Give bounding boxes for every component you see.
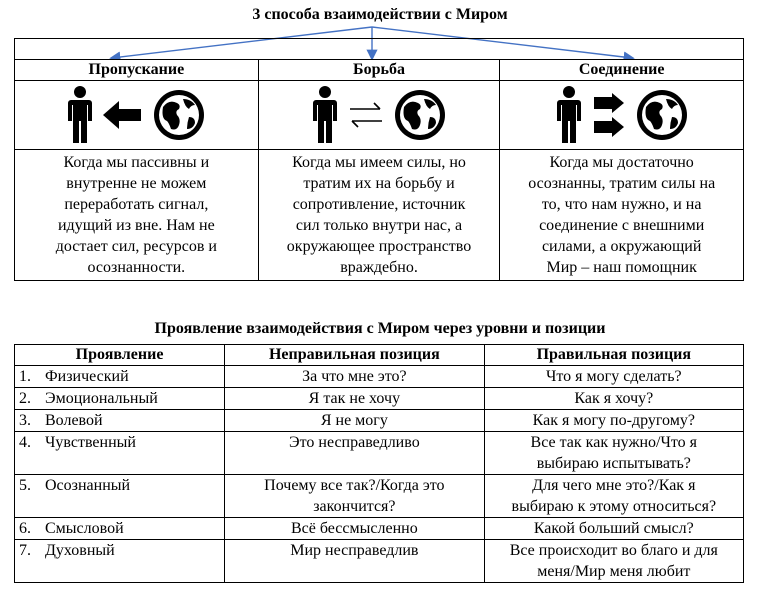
right-cell <box>484 432 743 475</box>
col-header-right: Правильная позиция <box>484 345 743 366</box>
top-spacer <box>15 39 744 60</box>
level-cell <box>15 432 225 475</box>
wrong-line: Я так не хочу <box>308 390 401 407</box>
table-row <box>15 366 744 388</box>
level-label: Эмоциональный <box>45 390 158 407</box>
row-number: 3. <box>19 412 31 429</box>
wrong-line: закончится? <box>313 498 396 515</box>
exchange-arrows-icon <box>348 100 384 130</box>
level-label: Чувственный <box>45 434 136 451</box>
person-icon <box>556 86 582 144</box>
row-number: 2. <box>19 390 31 407</box>
right-cell <box>484 410 743 432</box>
wrong-cell <box>225 475 485 518</box>
wrong-line: Всё бессмысленно <box>291 520 418 537</box>
person-icon <box>67 86 93 144</box>
person-icon <box>312 86 338 144</box>
row-number: 6. <box>19 520 31 537</box>
right-line: выбираю испытывать? <box>536 455 691 472</box>
right-cell <box>484 475 743 518</box>
globe-icon <box>394 89 446 141</box>
level-cell <box>15 475 225 518</box>
row-number: 7. <box>19 542 31 559</box>
wrong-cell <box>225 366 485 388</box>
header-borba: Борьба <box>258 60 500 81</box>
right-line: выбираю к этому относиться? <box>511 498 717 515</box>
title-levels: Проявление взаимодействия с Миром через уровни и позиции <box>154 320 606 337</box>
three-ways-table <box>14 38 744 281</box>
globe-icon <box>636 89 688 141</box>
wrong-line: За что мне это? <box>302 368 407 385</box>
right-line: Все так как нужно/Что я <box>530 434 698 451</box>
desc-line: сопротивление, источник <box>292 196 466 213</box>
desc-line: осознанности. <box>87 259 186 276</box>
wrong-line: Мир несправедлив <box>290 542 419 559</box>
desc-line: враждебно. <box>340 259 418 276</box>
level-cell <box>15 410 225 432</box>
right-line: меня/Мир меня любит <box>537 563 691 580</box>
table-row <box>15 540 744 583</box>
right-cell <box>484 366 743 388</box>
desc-line: идущий из вне. Нам не <box>57 217 215 234</box>
wrong-cell <box>225 540 485 583</box>
right-line: Для чего мне это?/Как я <box>532 477 696 494</box>
wrong-line: Это несправедливо <box>289 434 420 451</box>
right-line: Как я хочу? <box>574 390 654 407</box>
globe-icon <box>153 89 205 141</box>
table-row <box>15 410 744 432</box>
right-line: Все происходит во благо и для <box>509 542 718 559</box>
row-number: 5. <box>19 477 31 494</box>
header-propuskanie: Пропускание <box>15 60 259 81</box>
desc-line: достает сил, ресурсов и <box>55 238 217 255</box>
description-propuskanie <box>15 150 259 281</box>
desc-line: Когда мы пассивны и <box>63 154 210 171</box>
level-label: Осознанный <box>45 477 131 494</box>
level-label: Смысловой <box>45 520 124 537</box>
right-line: Какой больший смысл? <box>533 520 694 537</box>
col-header-wrong: Неправильная позиция <box>225 345 485 366</box>
description-soedinenie <box>500 150 744 281</box>
row-number: 1. <box>19 368 31 385</box>
level-label: Физический <box>45 368 129 385</box>
desc-line: внутренне не можем <box>66 175 207 192</box>
icons-soedinenie <box>500 81 744 150</box>
level-cell <box>15 366 225 388</box>
desc-line: осознанны, тратим силы на <box>528 175 716 192</box>
header-soedinenie: Соединение <box>500 60 744 81</box>
wrong-line: Я не могу <box>320 412 388 429</box>
right-line: Как я могу по-другому? <box>532 412 695 429</box>
desc-line: Когда мы имеем силы, но <box>292 154 466 171</box>
desc-line: соединение с внешними <box>539 217 705 234</box>
desc-line: Когда мы достаточно <box>549 154 694 171</box>
icons-propuskanie <box>15 81 259 150</box>
desc-line: окружающее пространство <box>286 238 472 255</box>
title-three-ways: 3 способа взаимодействии с Миром <box>252 6 508 23</box>
level-label: Волевой <box>45 412 103 429</box>
right-cell <box>484 540 743 583</box>
description-borba <box>258 150 500 281</box>
arrow-left-icon <box>103 100 143 130</box>
col-header-level: Проявление <box>15 345 225 366</box>
desc-line: силами, а окружающий <box>541 238 702 255</box>
wrong-cell <box>225 432 485 475</box>
desc-line: сил только внутри нас, а <box>295 217 463 234</box>
wrong-line: Почему все так?/Когда это <box>264 477 445 494</box>
table-row <box>15 432 744 475</box>
wrong-cell <box>225 410 485 432</box>
right-line: Что я могу сделать? <box>545 368 682 385</box>
levels-table <box>14 344 744 583</box>
icons-borba <box>258 81 500 150</box>
level-cell <box>15 518 225 540</box>
desc-line: Мир – наш помощник <box>546 259 697 276</box>
desc-line: тратим их на борьбу и <box>303 175 455 192</box>
wrong-cell <box>225 518 485 540</box>
row-number: 4. <box>19 434 31 451</box>
wrong-cell <box>225 388 485 410</box>
level-cell <box>15 388 225 410</box>
table-row <box>15 518 744 540</box>
level-cell <box>15 540 225 583</box>
table-row <box>15 475 744 518</box>
double-arrow-right-icon <box>592 93 626 137</box>
right-cell <box>484 388 743 410</box>
desc-line: переработать сигнал, <box>64 196 209 213</box>
right-cell <box>484 518 743 540</box>
desc-line: то, что нам нужно, и на <box>541 196 702 213</box>
level-label: Духовный <box>45 542 115 559</box>
table-row <box>15 388 744 410</box>
